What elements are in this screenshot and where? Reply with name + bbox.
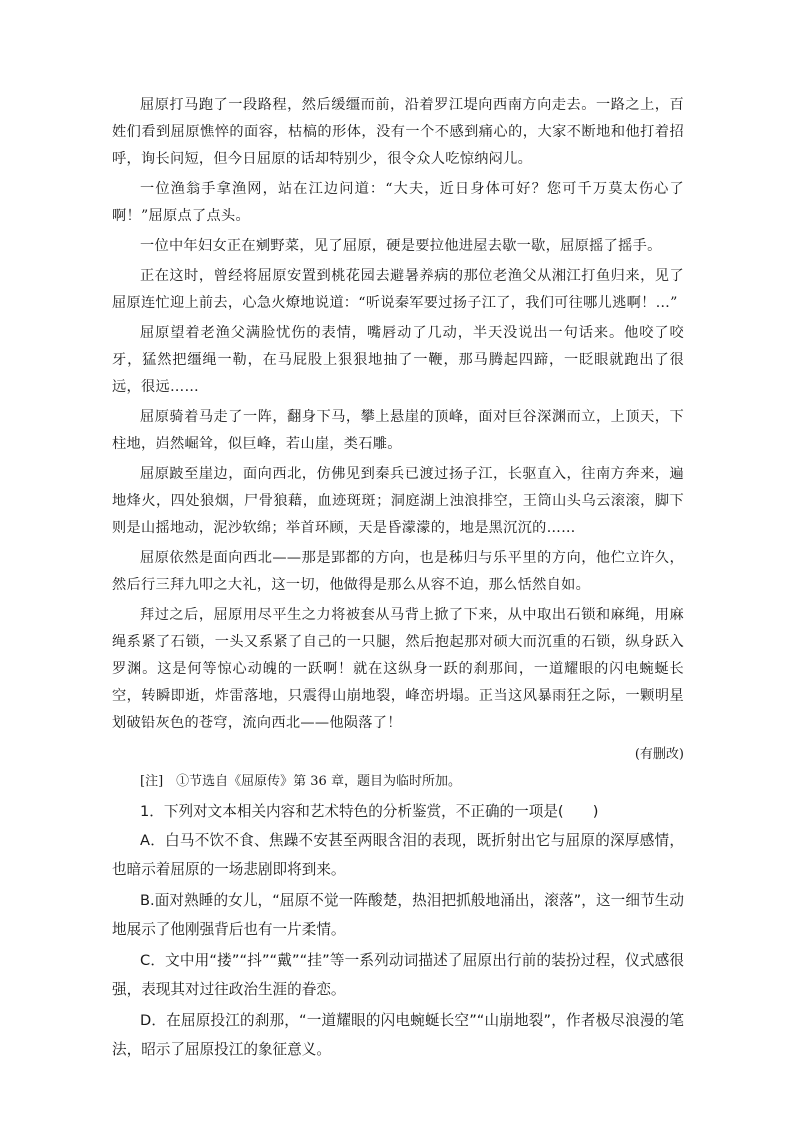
- option-a[interactable]: A．白马不饮不食、焦躁不安甚至两眼含泪的表现，既折射出它与屈原的深厚感情，也暗示着屈原的一场悲剧即将到来。: [112, 832, 684, 878]
- option-b[interactable]: B.面对熟睡的女儿，“屈原不觉一阵酸楚，热泪把抓般地涌出，滚落”，这一细节生动地展示了他刚强背后也有一片柔情。: [112, 892, 684, 938]
- passage-paragraph: 屈原望着老渔父满脸忧伤的表情，嘴唇动了几动，半天没说出一句话来。他咬了咬牙，猛然把缰绳一勒，在马屁股上狠狠地抽了一鞭，那马腾起四蹄，一眨眼就跑出了很远，很远……: [112, 325, 684, 395]
- passage-paragraph: 拜过之后，屈原用尽平生之力将被套从马背上掀了下来，从中取出石锁和麻绳，用麻绳系紧了石锁，一头又系紧了自己的一只腿，然后抱起那对硕大而沉重的石锁，纵身跃入罗渊。这是何等惊心动魄的一跃啊！就在这纵身一跃的刹那间，一道耀眼的闪电蜿蜒长空，转瞬即逝，炸雷落地，只震得山崩地裂，峰峦坍塌。正当这风暴雨狂之际，一颗明星划破铅灰色的苍穹，流向西北——他陨落了！: [112, 607, 684, 731]
- option-d[interactable]: D．在屈原投江的刹那，“一道耀眼的闪电蜿蜒长空”“山崩地裂”，作者极尽浪漫的笔法，昭示了屈原投江的象征意义。: [112, 1012, 684, 1058]
- passage-paragraph: 正在这时，曾经将屈原安置到桃花园去避暑养病的那位老渔父从湘江打鱼归来，见了屈原连忙迎上前去，心急火燎地说道：“听说秦军要过扬子江了，我们可往哪儿逃啊！…”: [112, 268, 684, 311]
- source-note: (有删改): [634, 747, 684, 762]
- passage-paragraph: 一位中年妇女正在剜野菜，见了屈原，硬是要拉他进屋去歇一歇，屈原摇了摇手。: [140, 238, 662, 254]
- annotation: [注] ①节选自《屈原传》第 36 章，题目为临时所加。: [140, 774, 461, 789]
- passage-paragraph: 一位渔翁手拿渔网，站在江边问道：“大夫，近日身体可好？您可千万莫太伤心了啊！”屈原点了点头。: [112, 181, 684, 224]
- question-stem: 1．下列对文本相关内容和艺术特色的分析鉴赏，不正确的一项是( ): [140, 803, 599, 820]
- passage-paragraph: 屈原跛至崖边，面向西北，仿佛见到秦兵已渡过扬子江，长驱直入，往南方奔来，遍地烽火，四处狼烟，尸骨狼藉，血迹斑斑；洞庭湖上浊浪排空，王筒山头乌云滚滚，脚下则是山摇地动，泥沙软绵；举首环顾，天是昏濛濛的，地是黑沉沉的……: [112, 466, 684, 536]
- passage-paragraph: 屈原打马跑了一段路程，然后缓缰而前，沿着罗江堤向西南方向走去。一路之上，百姓们看到屈原憔悴的面容，枯槁的形体，没有一个不感到痛心的，大家不断地和他打着招呼，询长问短，但今日屈原的话却特别少，很令众人吃惊纳闷儿。: [112, 97, 684, 167]
- passage-paragraph: 屈原依然是面向西北——那是郢都的方向，也是秭归与乐平里的方向，他伫立许久，然后行三拜九叩之大礼，这一切，他做得是那么从容不迫，那么恬然自如。: [112, 550, 684, 593]
- document-page: [112, 92, 684, 1066]
- passage-paragraph: 屈原骑着马走了一阵，翻身下马，攀上悬崖的顶峰，面对巨谷深渊而立，上顶天，下柱地，岿然崛耸，似巨峰，若山崖，类石雕。: [112, 409, 684, 452]
- passage: [112, 92, 684, 737]
- option-c[interactable]: C．文中用“搂”“抖”“戴”“挂”等一系列动词描述了屈原出行前的装扮过程，仪式感很强，表现其对过往政治生涯的眷恋。: [112, 952, 684, 998]
- question-block: [112, 797, 684, 1064]
